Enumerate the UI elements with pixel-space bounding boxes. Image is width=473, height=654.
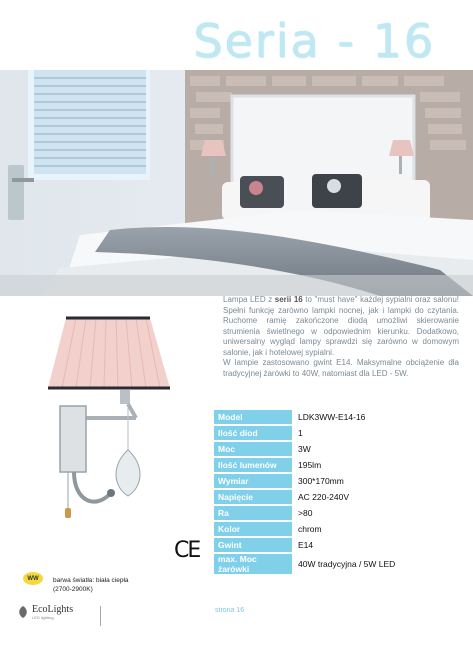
spec-value: AC 220-240V — [293, 489, 448, 505]
table-row — [214, 537, 448, 553]
spec-label: Ilość diod — [214, 425, 293, 441]
lamp-illustration — [48, 310, 178, 525]
spec-label: max. Moc żarówki — [214, 553, 293, 575]
brand-subtitle: LED lighting — [32, 615, 54, 620]
spec-value: chrom — [293, 521, 448, 537]
brand-name: EcoLights — [32, 604, 74, 615]
series-name: serii 16 — [274, 295, 303, 304]
table-row — [214, 489, 448, 505]
spec-value: >80 — [293, 505, 448, 521]
ww-badge: WW — [23, 572, 43, 585]
table-row — [214, 457, 448, 473]
spec-label: Moc — [214, 441, 293, 457]
brand-logo — [17, 604, 73, 620]
ce-mark: CE — [174, 538, 200, 563]
bedroom-illustration — [0, 70, 473, 296]
page-number: strona 16 — [215, 607, 245, 614]
leaf-icon — [17, 605, 29, 619]
spec-value: LDK3WW-E14-16 — [293, 410, 448, 425]
table-row — [214, 425, 448, 441]
table-row — [214, 521, 448, 537]
spec-label: Kolor — [214, 521, 293, 537]
bedroom-photo — [0, 70, 473, 296]
spec-label: Napięcie — [214, 489, 293, 505]
table-row — [214, 441, 448, 457]
spec-label: Model — [214, 410, 293, 425]
table-row — [214, 553, 448, 575]
specs-table — [214, 410, 448, 576]
table-row — [214, 410, 448, 425]
spec-value: 195lm — [293, 457, 448, 473]
spec-value: 1 — [293, 425, 448, 441]
page-title: Seria - 16 — [193, 14, 435, 68]
description-text-3: W lampie zastosowano gwint E14. Maksymalne obciążenie dla tradycyjnej żarówki to 40W, natomiast dla LED - 5W. — [223, 358, 459, 378]
spec-label: Ra — [214, 505, 293, 521]
product-description — [223, 295, 459, 379]
spec-value: E14 — [293, 537, 448, 553]
spec-value: 40W tradycyjna / 5W LED — [293, 553, 448, 575]
light-color-text: barwa światła: biała ciepła (2700-2900K) — [53, 577, 129, 593]
table-row — [214, 505, 448, 521]
spec-value: 300*170mm — [293, 473, 448, 489]
description-text-2: to "must have" każdej sypialni oraz salonu! Spełni funkcję zarówno lampki nocnej, jak i lampki do czytania. Ruchome ramię zakończone diodą umożliwi skierowanie strumienia świetlnego w odpowiednim kierunku. Dodatkowo, uniwersalny wygląd lampy sprawdzi się zarówno w domowym salonie, jak i hotelowej sypialni. — [223, 295, 459, 357]
spec-value: 3W — [293, 441, 448, 457]
description-text-1: Lampa LED z — [223, 295, 275, 304]
footer-divider — [100, 606, 101, 626]
spec-label: Gwint — [214, 537, 293, 553]
spec-label: Wymiar — [214, 473, 293, 489]
spec-label: Ilość lumenów — [214, 457, 293, 473]
title-band — [0, 0, 473, 70]
table-row — [214, 473, 448, 489]
